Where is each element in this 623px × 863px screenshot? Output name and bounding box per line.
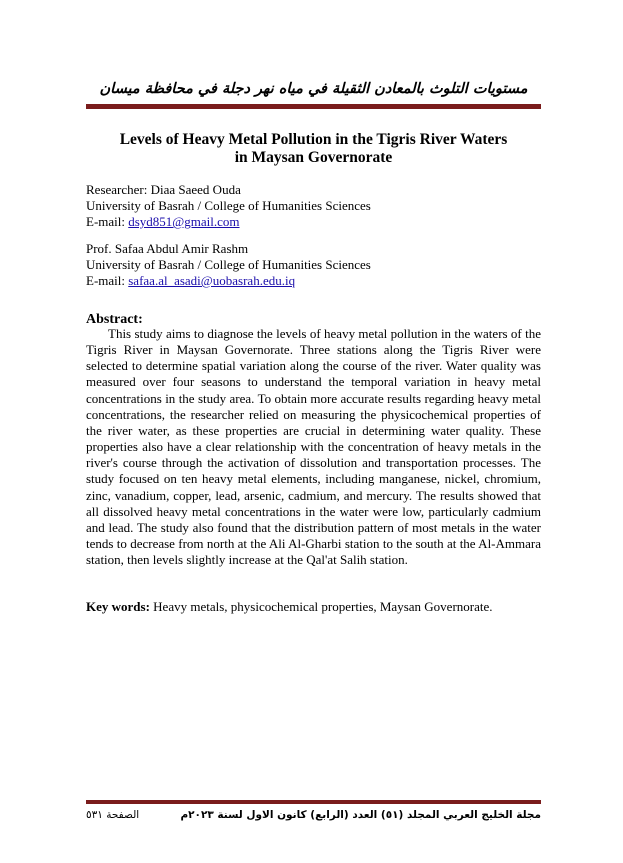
author-block-2	[86, 241, 541, 289]
author-email-link[interactable]: dsyd851@gmail.com	[128, 214, 240, 229]
header-rule	[86, 104, 541, 109]
email-label: E-mail:	[86, 214, 129, 229]
abstract-body: This study aims to diagnose the levels of heavy metal pollution in the waters of the Tigris River in Maysan Governorate. Three stations along the Tigris River were selected to determine spatial variation along the course of the river. Water quality was measured over four seasons to understand the temporal variation in heavy metal concentrations in the study area. To obtain more accurate results regarding heavy metal concentrations, the researcher relied on measuring the physicochemical properties of the river water, as these properties are crucial in determining water quality. These properties also have a clear relationship with the concentration of heavy metals in the river's course through the activation of dissolution and transportation processes. The study focused on ten heavy metal elements, including manganese, nickel, chromium, zinc, vanadium, copper, lead, arsenic, cadmium, and mercury. The results showed that all dissolved heavy metal concentrations in the water were low, particularly cadmium and lead. The study also found that the distribution pattern of most metals in the water tends to decrease from north at the Ali Al-Gharbi station to the south at the Al-Ammara station, then levels slightly increase at the Qal'at Salih station.	[86, 326, 541, 568]
author-affiliation: University of Basrah / College of Humanities Sciences	[86, 257, 371, 272]
author-block-1	[86, 182, 541, 230]
author-name: Researcher: Diaa Saeed Ouda	[86, 182, 241, 197]
footer-rule	[86, 800, 541, 804]
footer-page-number: الصفحة ٥٣١	[86, 809, 140, 821]
author-email-link[interactable]: safaa.al_asadi@uobasrah.edu.iq	[128, 273, 296, 288]
author-email-line	[86, 214, 541, 230]
running-head-arabic-title: مستويات التلوث بالمعادن الثقيلة في مياه نهر دجلة في محافظة ميسان	[99, 81, 528, 97]
email-label: E-mail:	[86, 273, 129, 288]
author-affiliation: University of Basrah / College of Humanities Sciences	[86, 198, 371, 213]
abstract-heading: Abstract:	[86, 312, 143, 327]
keywords-line	[86, 599, 541, 615]
paper-title-line-2: in Maysan Governorate	[234, 149, 393, 166]
author-email-line	[86, 273, 541, 289]
keywords-label: Key words:	[86, 599, 150, 614]
paper-title	[86, 131, 541, 167]
keywords-text: Heavy metals, physicochemical properties, Maysan Governorate.	[149, 599, 493, 614]
paper-title-line-1: Levels of Heavy Metal Pollution in the Tigris River Waters	[119, 131, 508, 148]
author-name: Prof. Safaa Abdul Amir Rashm	[86, 241, 249, 256]
footer-journal-citation: مجلة الخليج العربي المجلد (٥١) العدد (الرابع) كانون الاول لسنة ٢٠٢٣م	[180, 809, 541, 821]
